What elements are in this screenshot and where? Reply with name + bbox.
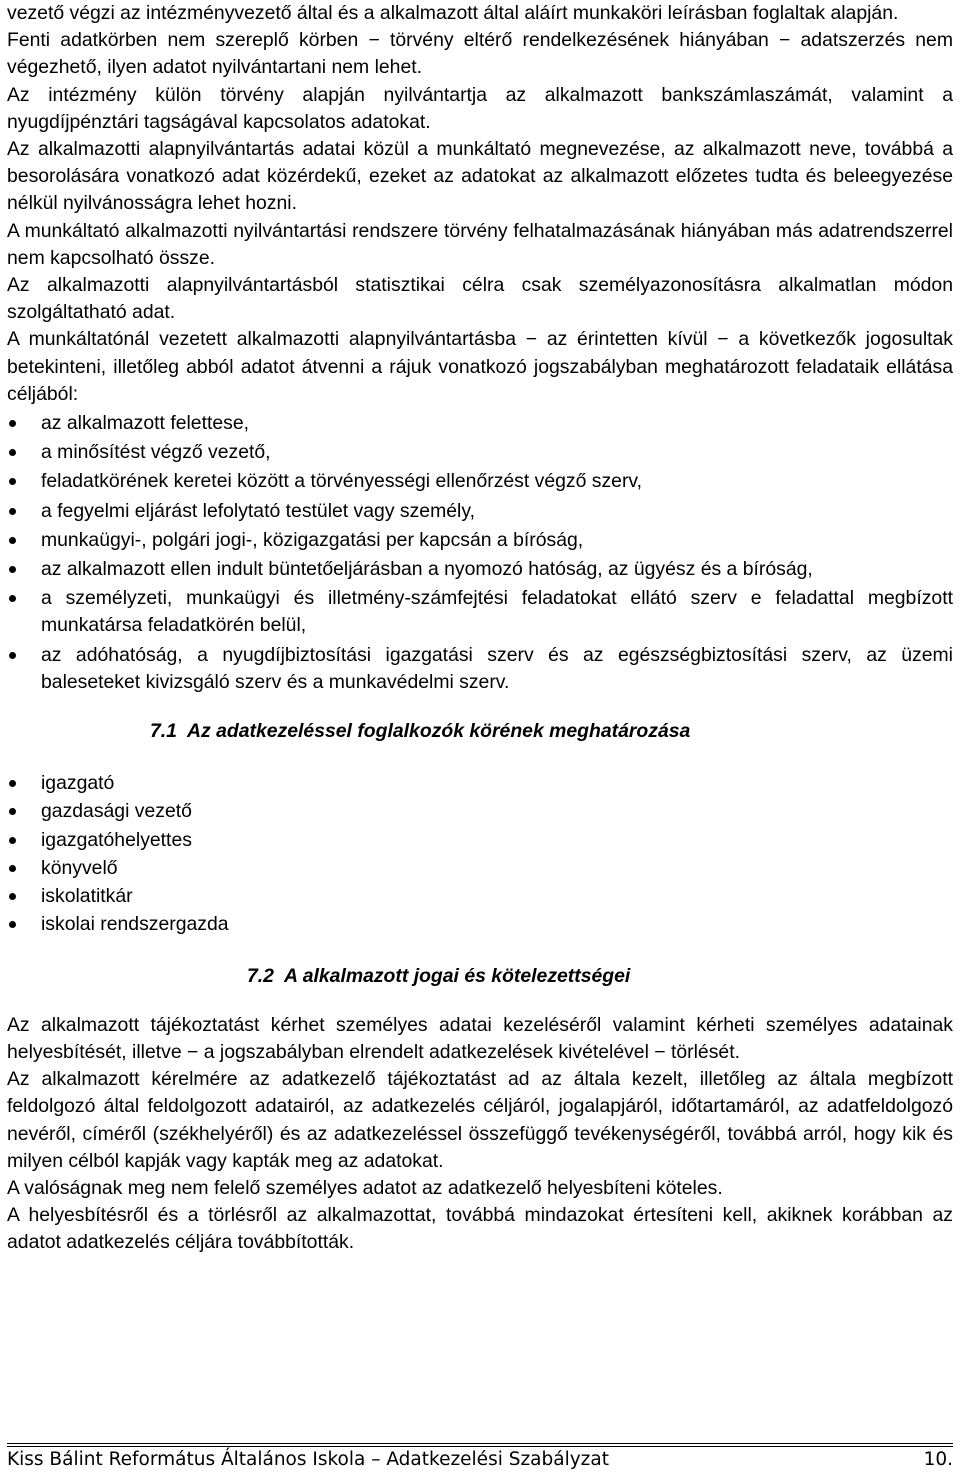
bullet-icon [9, 808, 16, 815]
section-7-2-body [7, 1012, 953, 1257]
list-item [7, 827, 953, 854]
list-item [7, 883, 953, 910]
list-item-text: igazgatóhelyettes [41, 828, 192, 851]
paragraph: A munkáltató alkalmazotti nyilvántartási rendszere törvény felhatalmazásának hiányában más adatrendszerrel nem kapcsolható össze. [7, 219, 953, 269]
section-number: 7.2 [247, 964, 274, 987]
list-item [7, 642, 953, 696]
paragraph: Fenti adatkörben nem szereplő körben − törvény eltérő rendelkezésének hiányában − adatszerzés nem végezhető, ilyen adatot nyilvántartani nem lehet. [7, 29, 953, 79]
list-item-text: igazgató [41, 772, 115, 795]
list-item-text: az alkalmazott ellen indult büntetőeljárásban a nyomozó hatóság, az ügyész és a bíróság, [41, 558, 813, 581]
list-item-text: a fegyelmi eljárást lefolytató testület vagy személy, [41, 499, 475, 522]
list-item [7, 498, 953, 525]
bullet-icon [9, 893, 16, 900]
list-item [7, 585, 953, 639]
paragraph: Az intézmény külön törvény alapján nyilvántartja az alkalmazott bankszámlaszámát, valamint a nyugdíjpénztári tagságával kapcsolatos adatokat. [7, 83, 953, 133]
bullet-icon [9, 780, 16, 787]
paragraph: Az alkalmazotti alapnyilvántartásból statisztikai célra csak személyazonosításra alkalmatlan módon szolgáltatható adat. [7, 274, 953, 324]
list-item [7, 911, 953, 938]
list-item [7, 855, 953, 882]
paragraph: A valóságnak meg nem felelő személyes adatot az adatkezelő helyesbíteni köteles. [7, 1176, 723, 1199]
list-item-text: gazdasági vezető [41, 800, 192, 823]
bullet-icon [9, 420, 16, 427]
list-item-text: iskolai rendszergazda [41, 913, 229, 936]
bullet-icon [9, 865, 16, 872]
page-number: 10. [923, 1449, 953, 1470]
bullet-icon [9, 837, 16, 844]
footer-title: Kiss Bálint Református Általános Iskola – Adatkezelési Szabályzat [7, 1449, 609, 1470]
page-footer [7, 1443, 953, 1472]
staff-list [7, 770, 953, 938]
bullet-icon [9, 478, 16, 485]
list-item [7, 439, 953, 466]
section-number: 7.1 [150, 720, 177, 743]
list-item [7, 556, 953, 583]
bullet-icon [9, 449, 16, 456]
list-item [7, 410, 953, 437]
list-item [7, 468, 953, 495]
bullet-icon [9, 566, 16, 573]
list-item-text: feladatkörének keretei között a törvényességi ellenőrzést végző szerv, [41, 470, 643, 493]
paragraph: A helyesbítésről és a törlésről az alkalmazottat, továbbá mindazokat értesíteni kell, akiknek korábban az adatot adatkezelés céljára továbbították. [7, 1204, 953, 1254]
document-page [7, 0, 953, 1257]
section-title: Az adatkezeléssel foglalkozók körének meghatározása [187, 720, 691, 743]
list-item [7, 798, 953, 825]
list-item-text: az adóhatóság, a nyugdíjbiztosítási igazgatási szerv és az egészségbiztosítási szerv, az üzemi baleseteket kivizsgáló szerv és a munkavédelmi szerv. [41, 643, 953, 693]
list-item [7, 770, 953, 797]
paragraph: A munkáltatónál vezetett alkalmazotti alapnyilvántartásba − az érintetten kívül − a következők jogosultak betekinteni, illetőleg abból adatot átvenni a rájuk vonatkozó jogszabályban meghatározott feladataik ellátása céljából: [7, 328, 953, 405]
list-item-text: az alkalmazott felettese, [41, 412, 250, 435]
paragraph: vezető végzi az intézményvezető által és a alkalmazott által aláírt munkaköri leírásban foglaltak alapján. [7, 2, 899, 24]
list-item-text: iskolatitkár [41, 885, 133, 908]
bullet-icon [9, 652, 16, 659]
bullet-icon [9, 921, 16, 928]
list-item-text: munkaügyi-, polgári jogi-, közigazgatási per kapcsán a bíróság, [41, 528, 584, 551]
bullet-icon [9, 595, 16, 602]
list-item [7, 527, 953, 554]
bullet-icon [9, 537, 16, 544]
paragraph: Az alkalmazott tájékoztatást kérhet személyes adatai kezeléséről valamint kérheti személyes adatainak helyesbítését, illetve − a jogszabályban elrendelt adatkezelések kivételével − törlését. [7, 1013, 953, 1063]
section-title: A alkalmazott jogai és kötelezettségei [284, 964, 631, 987]
access-list [7, 410, 953, 696]
list-item-text: könyvelő [41, 856, 118, 879]
section-heading-7-2 [7, 963, 953, 990]
paragraph: Az alkalmazotti alapnyilvántartás adatai közül a munkáltató megnevezése, az alkalmazott neve, továbbá a besorolására vonatkozó adat közérdekű, ezeket az adatokat az alkalmazott előzetes tudta és beleegyezése nélkül nyilvánosságra lehet hozni. [7, 138, 953, 215]
section-heading-7-1 [7, 718, 953, 745]
bullet-icon [9, 508, 16, 515]
list-item-text: a minősítést végző vezető, [41, 441, 271, 464]
paragraph: Az alkalmazott kérelmére az adatkezelő tájékoztatást ad az általa kezelt, illetőleg az általa megbízott feldolgozó által feldolgozott adatairól, az adatkezelés céljáról, jogalapjáról, időtartamáról, az adatfeldolgozó nevéről, címéről (székhelyéről) és az adatkezeléssel összefüggő tevékenységéről, továbbá arról, hogy kik és milyen célból kapják vagy kapták meg az adatokat. [7, 1068, 953, 1172]
list-item-text: a személyzeti, munkaügyi és illetmény-számfejtési feladatokat ellátó szerv e feladattal megbízott munkatársa feladatkörén belül, [41, 587, 953, 637]
